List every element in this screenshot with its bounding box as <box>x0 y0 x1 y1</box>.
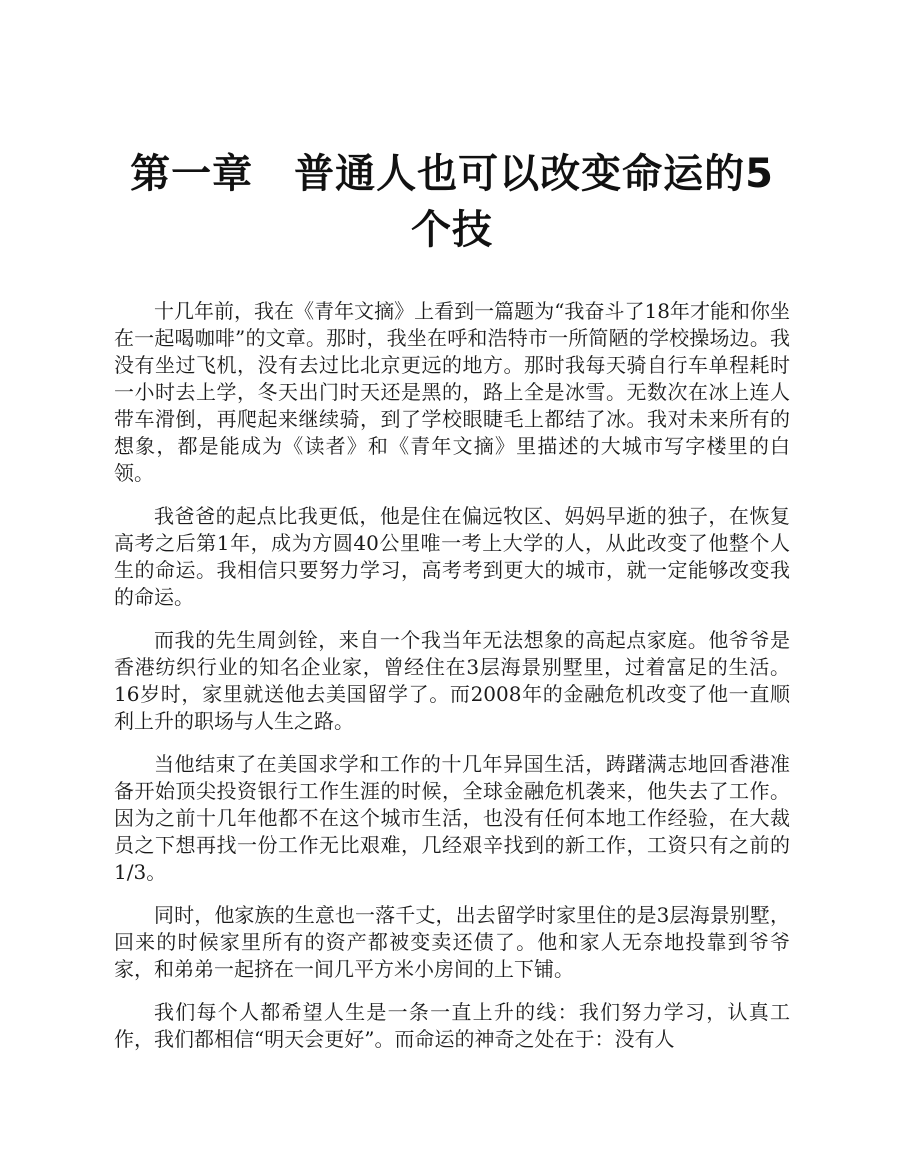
chapter-title: 第一章 普通人也可以改变命运的5个技 <box>130 151 774 253</box>
paragraph-3: 而我的先生周剑铨，来自一个我当年无法想象的高起点家庭。他爷爷是香港纺织行业的知名企业家，曾经住在3层海景别墅里，过着富足的生活。16岁时，家里就送他去美国留学了。而2008年的金融危机改变了他一直顺利上升的职场与人生之路。 <box>114 628 790 733</box>
paragraph-6: 我们每个人都希望人生是一条一直上升的线：我们努力学习，认真工作，我们都相信“明天会更好”。而命运的神奇之处在于：没有人 <box>114 1000 790 1051</box>
paragraph-2: 我爸爸的起点比我更低，他是住在偏远牧区、妈妈早逝的独子，在恢复高考之后第1年，成为方圆40公里唯一考上大学的人，从此改变了他整个人生的命运。我相信只要努力学习，高考考到更大的城市，就一定能够改变我的命运。 <box>114 504 790 609</box>
chapter-body <box>114 298 790 1053</box>
paragraph-4: 当他结束了在美国求学和工作的十几年异国生活，踌躇满志地回香港准备开始顶尖投资银行工作生涯的时候，全球金融危机袭来，他失去了工作。因为之前十几年他都不在这个城市生活，也没有任何本地工作经验，在大裁员之下想再找一份工作无比艰难，几经艰辛找到的新工作，工资只有之前的1/3。 <box>114 752 790 884</box>
paragraph-5: 同时，他家族的生意也一落千丈，出去留学时家里住的是3层海景别墅，回来的时候家里所有的资产都被变卖还债了。他和家人无奈地投靠到爷爷家，和弟弟一起挤在一间几平方米小房间的上下铺。 <box>114 903 790 981</box>
paragraph-1: 十几年前，我在《青年文摘》上看到一篇题为“我奋斗了18年才能和你坐在一起喝咖啡”的文章。那时，我坐在呼和浩特市一所简陋的学校操场边。我没有坐过飞机，没有去过比北京更远的地方。那时我每天骑自行车单程耗时一小时去上学，冬天出门时天还是黑的，路上全是冰雪。无数次在冰上连人带车滑倒，再爬起来继续骑，到了学校眼睫毛上都结了冰。我对未来所有的想象，都是能成为《读者》和《青年文摘》里描述的大城市写字楼里的白领。 <box>114 299 790 485</box>
